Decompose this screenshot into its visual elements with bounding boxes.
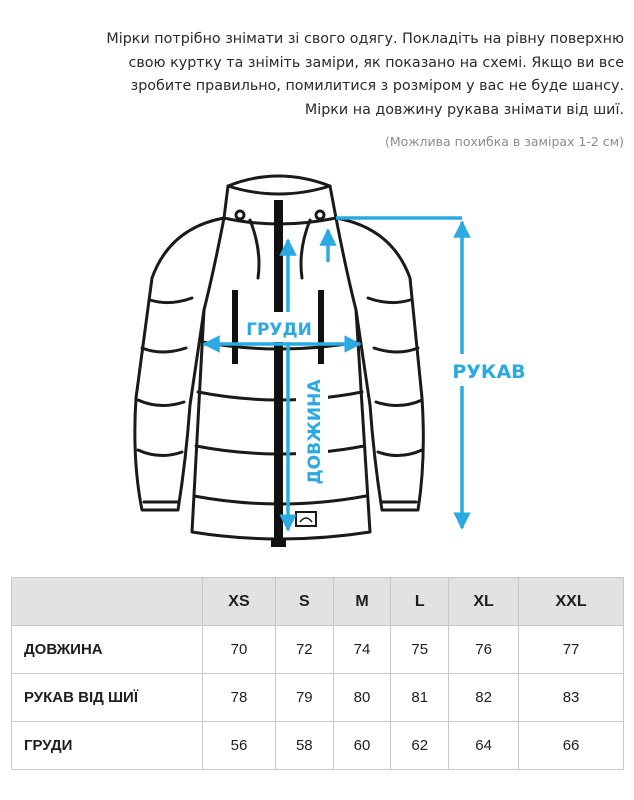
table-cell: 79: [275, 674, 333, 722]
row-label-length: ДОВЖИНА: [12, 626, 203, 674]
table-cell: 81: [391, 674, 449, 722]
table-cell: 66: [519, 722, 624, 770]
instructions-line: Мірки на довжину рукава знімати від шиї.: [304, 101, 624, 118]
table-cell: 64: [449, 722, 519, 770]
size-header-s: S: [275, 578, 333, 626]
arrow-icon: [204, 218, 462, 530]
table-cell: 62: [391, 722, 449, 770]
row-label-chest: ГРУДИ: [12, 722, 203, 770]
table-row: [12, 626, 624, 674]
table-cell: 60: [333, 722, 391, 770]
instructions-line: свою куртку та зніміть заміри, як показано на схемі. Якщо ви все: [128, 54, 624, 71]
table-cell: 70: [203, 626, 276, 674]
table-cell: 58: [275, 722, 333, 770]
table-corner-cell: [12, 578, 203, 626]
chest-label: ГРУДИ: [246, 320, 312, 340]
size-header-m: M: [333, 578, 391, 626]
table-row: [12, 722, 624, 770]
table-cell: 82: [449, 674, 519, 722]
instructions-text: [24, 28, 624, 122]
size-header-xxl: XXL: [519, 578, 624, 626]
size-table: [11, 577, 624, 770]
table-cell: 83: [519, 674, 624, 722]
table-cell: 80: [333, 674, 391, 722]
row-label-sleeve: РУКАВ ВІД ШИЇ: [12, 674, 203, 722]
instructions-line: Мірки потрібно знімати зі свого одягу. Покладіть на рівну поверхню: [106, 31, 624, 47]
size-header-xl: XL: [449, 578, 519, 626]
length-label: ДОВЖИНА: [305, 379, 325, 485]
measurement-error-note: (Можлива похибка в замірах 1-2 см): [384, 134, 624, 149]
brand-tag-icon: [296, 512, 316, 526]
size-header-xs: XS: [203, 578, 276, 626]
table-cell: 75: [391, 626, 449, 674]
zipper: [274, 200, 283, 546]
table-header-row: [12, 578, 624, 626]
left-pocket-zip: [232, 290, 238, 364]
table-cell: 76: [449, 626, 519, 674]
table-cell: 77: [519, 626, 624, 674]
sleeve-label: РУКАВ: [452, 361, 526, 383]
right-pocket-zip: [318, 290, 324, 364]
jacket-diagram: [0, 160, 634, 570]
instructions-line: зробите правильно, помилитися з розміром у вас не буде шансу.: [130, 78, 624, 94]
size-header-l: L: [391, 578, 449, 626]
table-cell: 78: [203, 674, 276, 722]
table-row: [12, 674, 624, 722]
table-cell: 56: [203, 722, 276, 770]
table-cell: 74: [333, 626, 391, 674]
table-cell: 72: [275, 626, 333, 674]
